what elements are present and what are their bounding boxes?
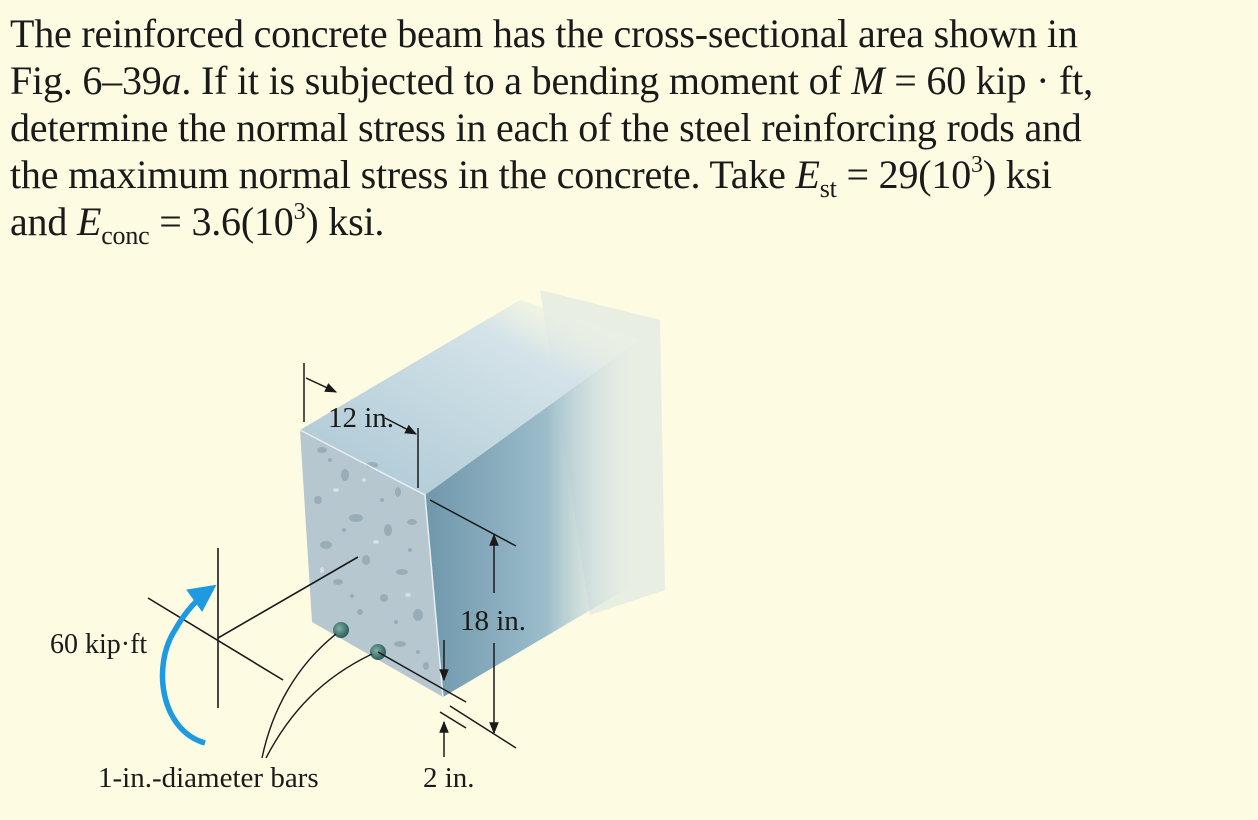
word: The [10,11,72,56]
rebar-icon [333,622,349,638]
word: beam [397,11,484,56]
problem-text: . If it is subjected to a bending moment of [181,58,852,103]
modulus-symbol: E [76,199,102,244]
word: cross-sectional [613,11,849,56]
problem-text: the maximum normal stress in the concrete. Take [10,152,796,197]
modulus-unit: ) ksi [982,152,1052,197]
modulus-unit: ) ksi. [305,199,385,244]
word: rods [946,105,1015,150]
exponent: 3 [971,152,983,178]
word: normal [236,105,349,150]
figure-reference-letter: a [161,58,182,103]
word: steel [679,105,752,150]
problem-line-1 [10,10,1188,57]
height-label: 18 in. [460,605,527,637]
problem-text: and [10,199,77,244]
word: determine [10,105,169,150]
word: has [492,11,546,56]
bars-label: 1-in.-diameter bars [98,762,319,794]
cover-label: 2 in. [423,762,475,794]
word: the [177,105,227,150]
word: area [858,11,924,56]
exponent: 3 [293,199,306,225]
word: in [1046,11,1078,56]
modulus-value: = 3.6(10 [149,199,294,244]
word: concrete [253,11,388,56]
problem-line-5 [10,198,1250,250]
word: reinforced [81,11,244,56]
word: stress [357,105,446,150]
moment-symbol: M [851,58,885,103]
word: in [455,105,487,150]
modulus-subscript: conc [101,221,150,250]
modulus-subscript: st [819,174,837,203]
word: the [555,11,604,56]
word: reinforcing [761,105,937,150]
moment-label: 60 kip·ft [50,629,148,660]
word: and [1024,105,1082,150]
problem-line-4 [10,151,1250,203]
modulus-symbol: E [795,152,820,197]
word: the [621,105,670,150]
word: each [495,105,569,150]
problem-statement [10,10,1250,250]
problem-line-2 [10,57,1250,104]
word: shown [933,11,1038,56]
beam-figure [0,260,1258,820]
modulus-value: = 29(10 [836,152,971,197]
moment-value: = 60 kip · ft, [884,58,1093,103]
width-label: 12 in. [328,402,395,434]
figure-reference: Fig. 6–39 [10,58,162,103]
problem-line-3 [10,104,1188,151]
bar-leaders [262,634,372,758]
word: of [578,105,612,150]
